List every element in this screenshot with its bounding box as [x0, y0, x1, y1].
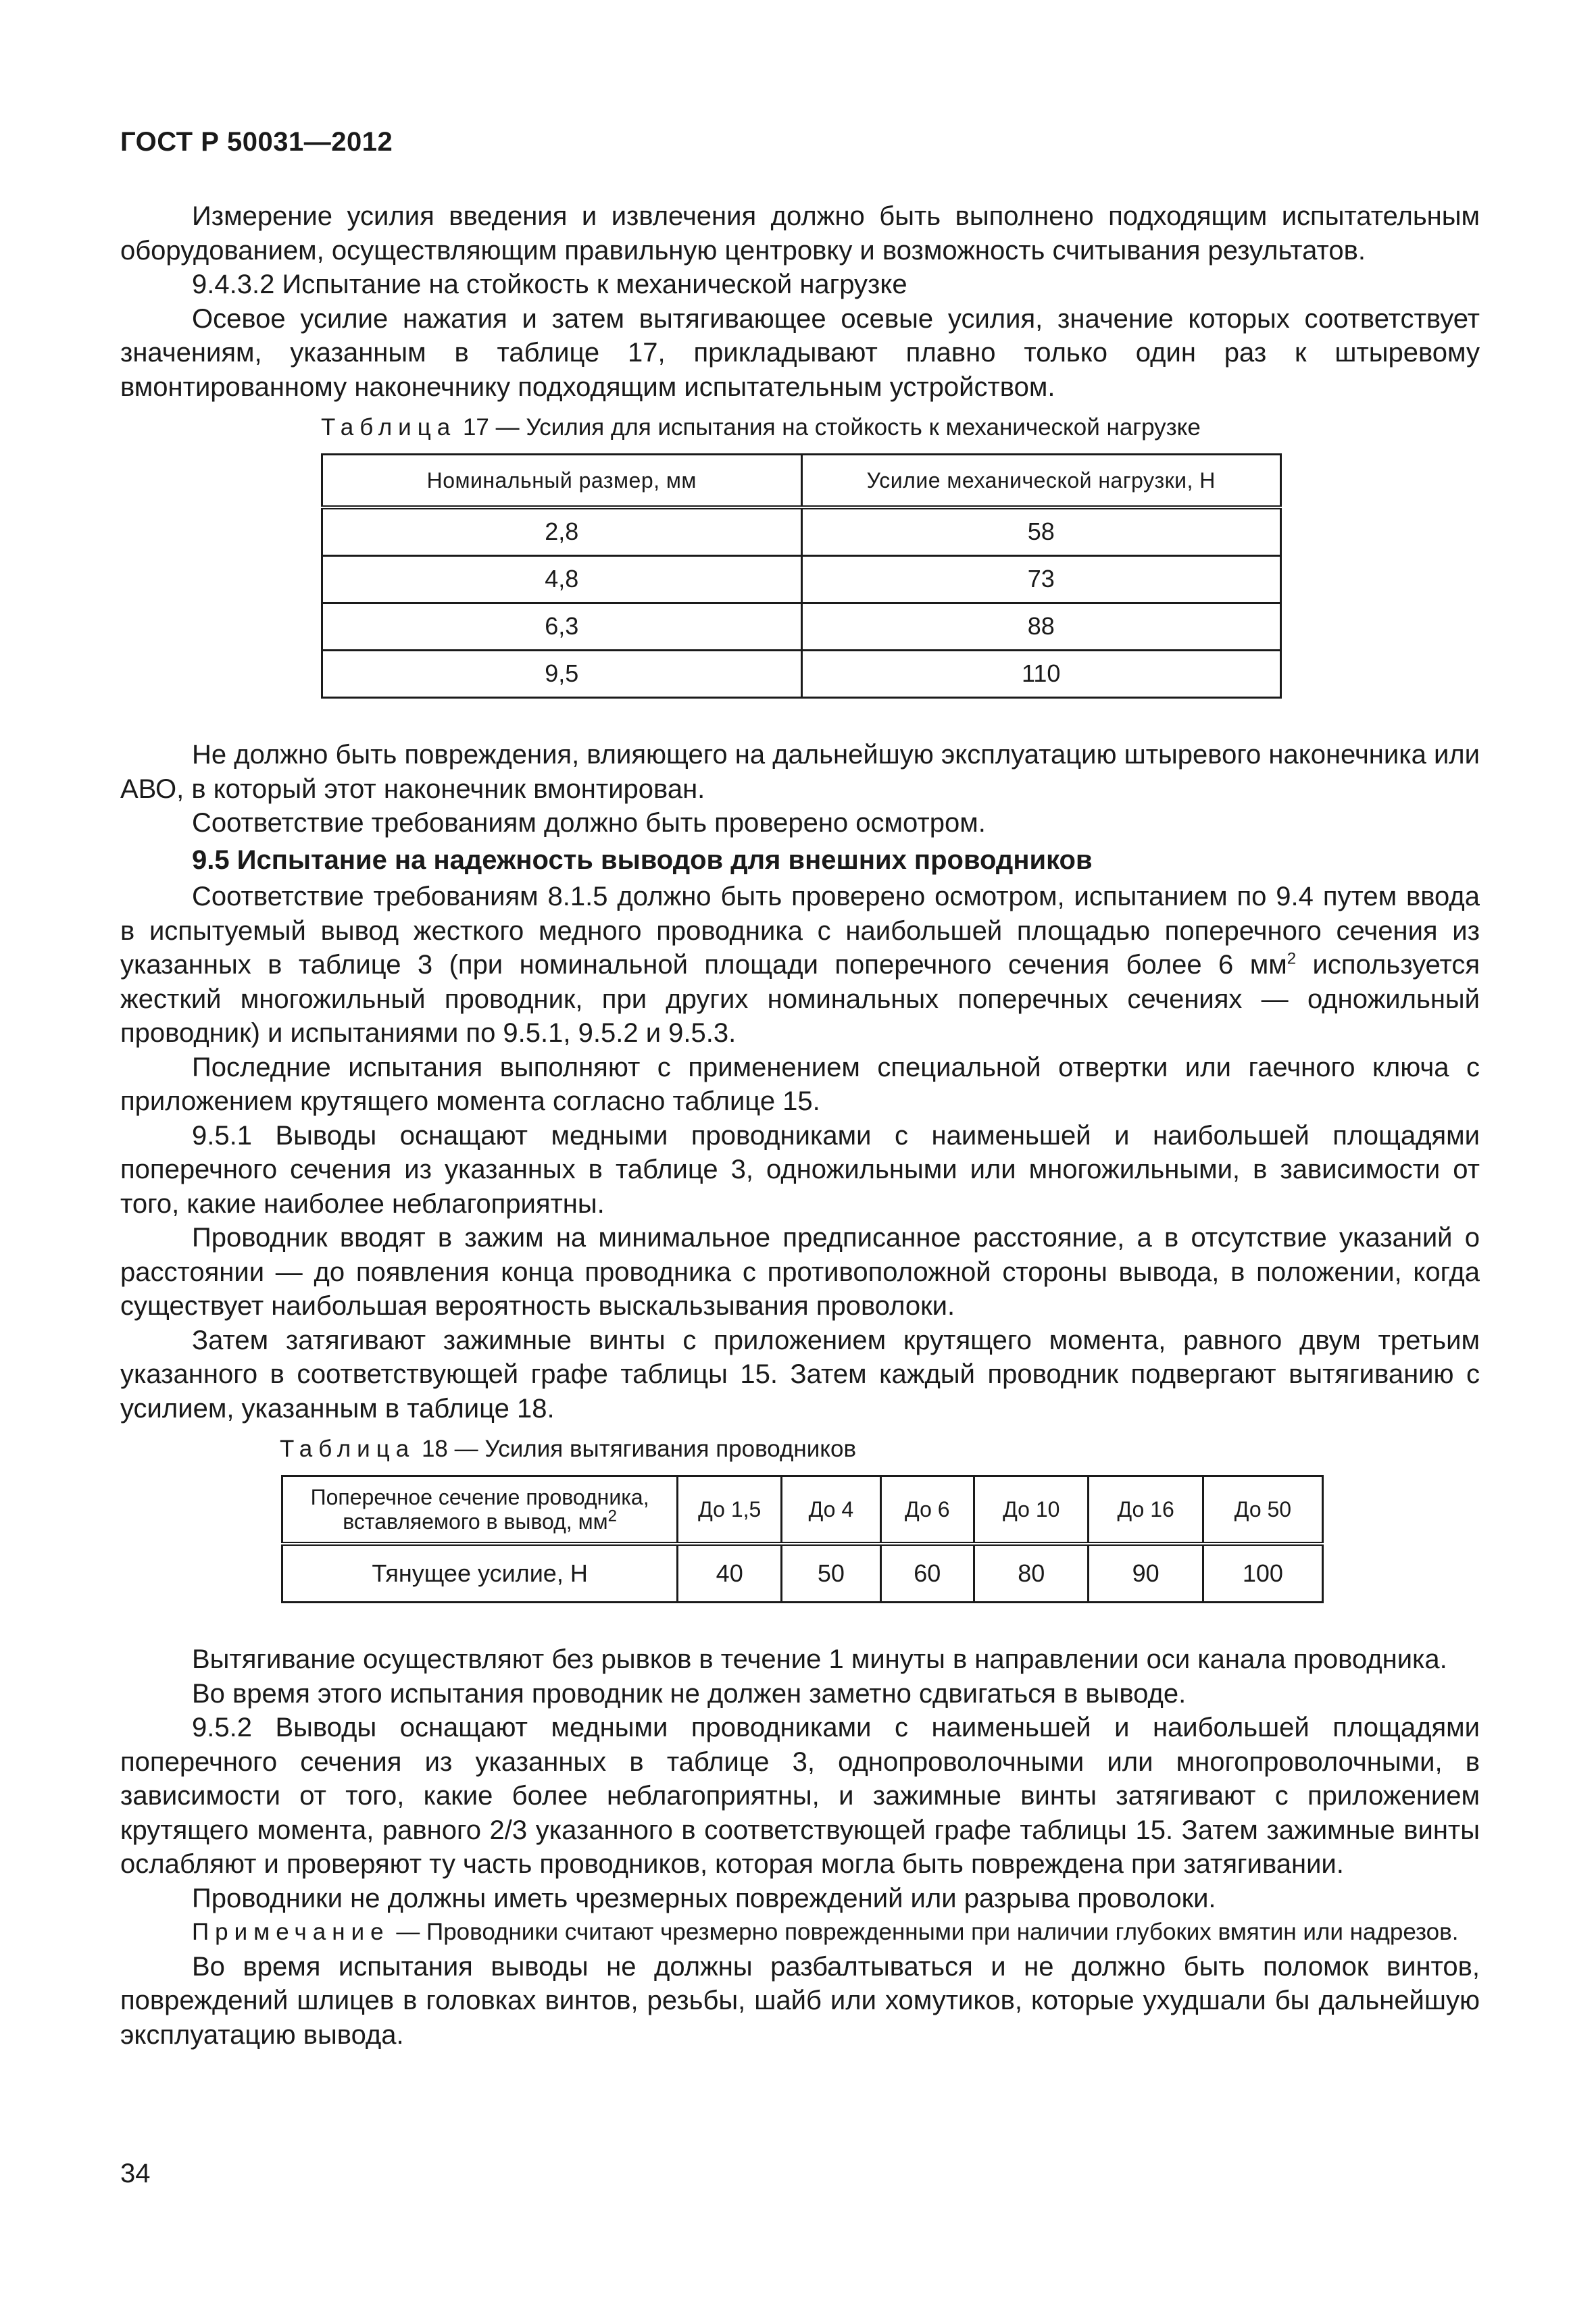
table-row	[322, 507, 1281, 556]
table-header-cell: До 10	[974, 1476, 1089, 1544]
paragraph: Не должно быть повреждения, влияющего на дальнейшую эксплуатацию штыревого наконечника или АВО, в который этот наконечник вмонтирован.	[120, 740, 1480, 804]
table-header-row	[282, 1476, 1323, 1544]
table-header-cell: Усилие механической нагрузки, Н	[801, 455, 1281, 508]
table-header-cell: Номинальный размер, мм	[322, 455, 802, 508]
table-17-caption-label: Таблица	[321, 414, 457, 441]
table-header-cell: До 4	[782, 1476, 880, 1544]
table-cell: 40	[678, 1544, 782, 1603]
note-label: Примечание	[192, 1919, 390, 1945]
table-row	[322, 651, 1281, 698]
table-header-cell: До 6	[880, 1476, 974, 1544]
table-row	[282, 1544, 1323, 1603]
document-body	[120, 199, 1480, 2052]
paragraph: Во время испытания выводы не должны разбалтываться и не должно быть поломок винтов, повреждений шлицев в головках винтов, резьбы, шайб или хомутиков, которые ухудшали бы дальнейшую эксплуатацию вывода.	[120, 1951, 1480, 2050]
note	[120, 1915, 1480, 1950]
paragraph: Вытягивание осуществляют без рывков в течение 1 минуты в направлении оси канала проводника.	[192, 1644, 1447, 1674]
table-cell: 6,3	[322, 603, 802, 651]
table-header-cell: До 50	[1203, 1476, 1322, 1544]
table-cell: 100	[1203, 1544, 1322, 1603]
table-cell: 90	[1089, 1544, 1203, 1603]
table-18-caption-text: 18 — Усилия вытягивания проводников	[421, 1436, 857, 1462]
table-row-label: Тянущее усилие, Н	[282, 1544, 678, 1603]
superscript: 2	[607, 1507, 617, 1526]
table-cell: 2,8	[322, 507, 802, 556]
paragraph-text: Соответствие требованиям 8.1.5 должно быть проверено осмотром, испытанием по 9.4 путем ввода в испытуемый вывод жесткого медного проводника с наибольшей площадью поперечного сечения из указанных в таблице 3 (при номинальной площади поперечного сечения более 6 мм	[120, 882, 1480, 980]
section-heading: 9.5 Испытание на надежность выводов для внешних проводников	[192, 845, 1093, 875]
table-cell: 110	[801, 651, 1281, 698]
paragraph: Последние испытания выполняют с применением специальной отвертки или гаечного ключа с приложением крутящего момента согласно таблице 15.	[120, 1052, 1480, 1116]
table-header-row	[322, 455, 1281, 508]
paragraph: Проводник вводят в зажим на минимальное предписанное расстояние, а в отсутствие указаний о расстоянии — до появления конца проводника с противоположной стороны вывода, в положении, когда существует наибольшая вероятность выскальзывания проволоки.	[120, 1223, 1480, 1321]
table-cell: 73	[801, 556, 1281, 603]
paragraph: 9.5.2 Выводы оснащают медными проводниками с наименьшей и наибольшей площадями поперечного сечения из указанных в таблице 3, однопроволочными или многопроволочными, в зависимости от того, какие более неблагоприятны, и зажимные винты затягивают с приложением крутящего момента, равного 2/3 указанного в соответствующей графе таблицы 15. Затем зажимные винты ослабляют и проверяют ту часть проводников, которая могла быть повреждена при затягивании.	[120, 1713, 1480, 1879]
paragraph: Во время этого испытания проводник не должен заметно сдвигаться в выводе.	[192, 1678, 1187, 1709]
table-row	[322, 603, 1281, 651]
table-cell: 60	[880, 1544, 974, 1603]
paragraph-text: используется жесткий многожильный проводник, при других номинальных поперечных сечениях — одножильный проводник) и испытаниями по 9.5.1, 9.5.2 и 9.5.3.	[120, 950, 1480, 1048]
paragraph: Осевое усилие нажатия и затем вытягивающее осевые усилия, значение которых соответствует значениям, указанным в таблице 17, прикладывают плавно только один раз к штыревому вмонтированному наконечнику подходящим испытательным устройством.	[120, 303, 1480, 402]
table-cell: 88	[801, 603, 1281, 651]
paragraph: Затем затягивают зажимные винты с приложением крутящего момента, равного двум третьим указанного в соответствующей графе таблицы 15. Затем каждый проводник подвергают вытягиванию с усилием, указанным в таблице 18.	[120, 1325, 1480, 1424]
document-header: ГОСТ Р 50031—2012	[120, 127, 393, 157]
table-cell: 9,5	[322, 651, 802, 698]
paragraph: Соответствие требованиям должно быть проверено осмотром.	[192, 808, 986, 838]
table-cell: 80	[974, 1544, 1089, 1603]
paragraph: Измерение усилия введения и извлечения должно быть выполнено подходящим испытательным оборудованием, осуществляющим правильную центровку и возможность считывания результатов.	[120, 201, 1480, 266]
table-18	[281, 1475, 1324, 1603]
table-row	[322, 556, 1281, 603]
table-header-cell	[282, 1476, 678, 1544]
table-17-caption	[120, 412, 1480, 443]
note-text: — Проводники считают чрезмерно поврежденными при наличии глубоких вмятин или надрезов.	[389, 1919, 1459, 1945]
table-17-caption-text: 17 — Усилия для испытания на стойкость к механической нагрузке	[462, 414, 1201, 441]
superscript: 2	[1287, 949, 1297, 968]
table-18-caption	[120, 1434, 1480, 1464]
table-header-cell: До 1,5	[678, 1476, 782, 1544]
page-number: 34	[120, 2159, 151, 2188]
header-text: Поперечное сечение проводника, вставляемого в вывод, мм	[310, 1485, 649, 1534]
paragraph: 9.5.1 Выводы оснащают медными проводниками с наименьшей и наибольшей площадями поперечного сечения из указанных в таблице 3, одножильными или многожильными, в зависимости от того, какие наиболее неблагоприятны.	[120, 1120, 1480, 1219]
table-cell: 58	[801, 507, 1281, 556]
table-cell: 50	[782, 1544, 880, 1603]
paragraph: Проводники не должны иметь чрезмерных повреждений или разрыва проволоки.	[192, 1883, 1216, 1913]
table-17	[321, 453, 1282, 699]
table-header-cell: До 16	[1089, 1476, 1203, 1544]
table-18-caption-label: Таблица	[280, 1436, 416, 1462]
subsection-heading: 9.4.3.2 Испытание на стойкость к механической нагрузке	[192, 270, 907, 299]
table-cell: 4,8	[322, 556, 802, 603]
paragraph	[120, 880, 1480, 1051]
